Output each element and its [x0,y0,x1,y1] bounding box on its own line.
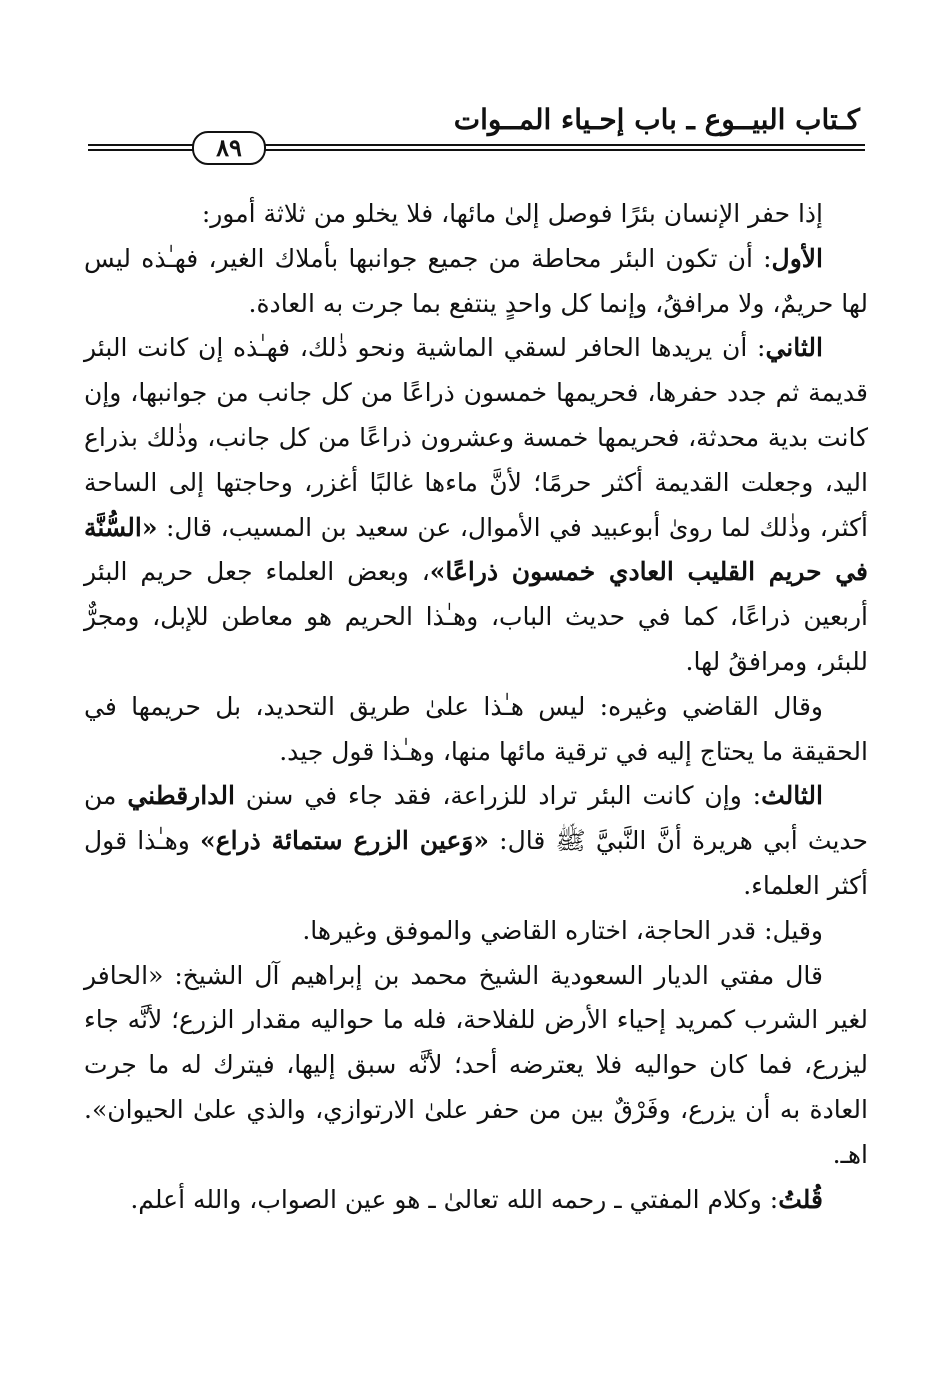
paragraph-qila: وقيل: قدر الحاجة، اختاره القاضي والموفق وغيرها. [302,915,823,945]
paragraph-qadi: وقال القاضي وغيره: ليس هـٰذا علىٰ طريق التحديد، بل حريمها في الحقيقة ما يحتاج إليه في ترقية مائها منها، وهـٰذا قول جيد. [84,691,868,766]
paragraph-lead: الثاني [765,333,823,363]
paragraph-intro: إذا حفر الإنسان بئرًا فوصل إلىٰ مائها، فلا يخلو من ثلاثة أمور: [201,199,823,228]
page-body [84,192,868,1222]
source-name: الدارقطني [127,781,235,811]
paragraph-first: الأول: أن تكون البئر محاطة من جميع جوانبها بأملاك الغير، فهـٰذه ليس لها حريمٌ، ولا مرافقُ، وإنما كل واحدٍ ينتفع بما جرت به العادة. [84,243,868,318]
paragraph-mufti: قال مفتي الديار السعودية الشيخ محمد بن إبراهيم آل الشيخ: «الحافر لغير الشرب كمريد إحياء الأرض للفلاحة، فله ما حواليه مقدار الزرع؛ لأنَّه جاء ليزرع، فما كان حواليه فلا يعترضه أحد؛ لأنَّه سبق إليها، فيترك له ما جرت العادة به أن يزرع، وفَرْقٌ بين من حفر علىٰ الارتوازي، والذي علىٰ الحيوان». اهـ. [84,960,868,1169]
paragraph-second: الثاني: أن يريدها الحافر لسقي الماشية ونحو ذٰلك، فهـٰذه إن كانت البئر قديمة ثم جدد حفرها، فحريمها خمسون ذراعًا من كل جانب من جوانبها، وإن كانت بدية محدثة، فحريمها خمسة وعشرون ذراعًا من كل جانب، وذٰلك بذراع اليد، وجعلت القديمة أكثر حرمًا؛ لأنَّ ماءها غالبًا أغزر، وحاجتها إلى الساحة أكثر، وذٰلك لما روىٰ أبوعبيد في الأموال، عن سعيد بن المسيب، قال: «السُّنَّة في حريم القليب العادي خمسون ذراعًا»، وبعض العلماء جعل حريم البئر أربعين ذراعًا، كما في حديث الباب، وهـٰذا الحريم هو معاطن للإبل، ومجرٌّ للبئر، ومرافقُ لها. [84,333,869,676]
paragraph-third: الثالث: وإن كانت البئر تراد للزراعة، فقد جاء في سنن الدارقطني من حديث أبي هريرة أنَّ النَّبيَّ ﷺ قال: «وَعين الزرع ستمائة ذراع» وهـٰذا قول أكثر العلماء. [84,781,868,900]
paragraph-lead: الثالث [761,781,823,811]
paragraph-lead: الأول [771,243,823,273]
hadith-quote: «وَعين الزرع ستمائة ذراع» [200,826,489,856]
paragraph-lead: قُلتُ [778,1184,823,1214]
page-number: ٨٩ [192,131,266,165]
paragraph-closing: قُلتُ: وكلام المفتي ـ رحمه الله تعالىٰ ـ هو عين الصواب، والله أعلم. [130,1184,823,1214]
hadith-quote: «السُّنَّة في حريم القليب العادي خمسون ذراعًا» [84,512,869,587]
running-header-title: كـتاب البيــوع ـ باب إحـياء المــوات [453,103,860,136]
